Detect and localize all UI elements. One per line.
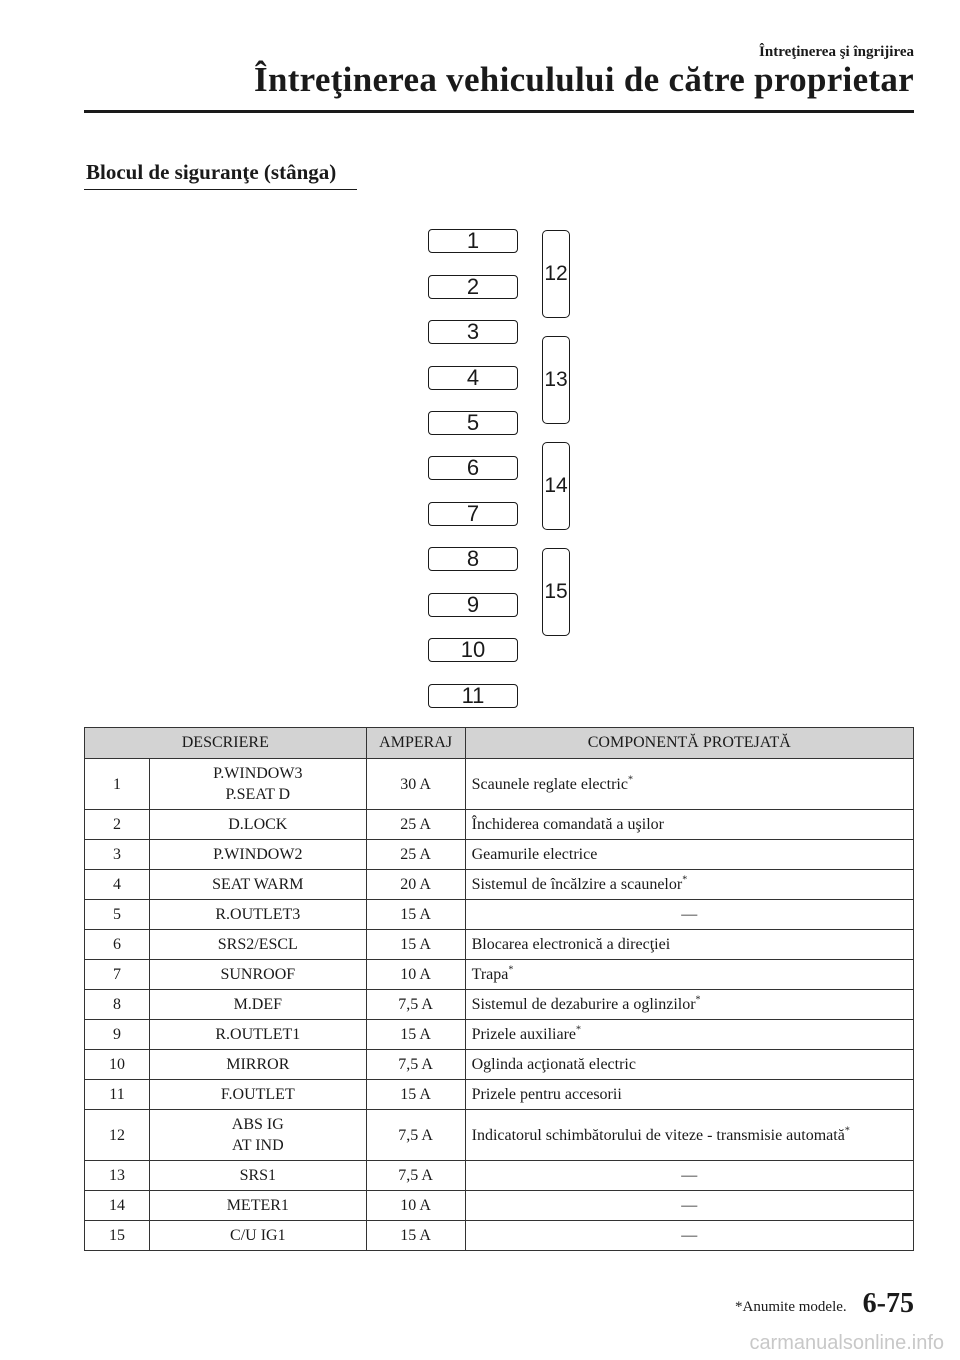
fuse-label: 7 [466, 501, 480, 526]
description-cell [150, 960, 367, 990]
description-cell [150, 1110, 367, 1161]
page-number: 6-75 [862, 1288, 914, 1319]
protected-component-cell [465, 870, 913, 900]
fuse-number-cell: 6 [85, 930, 150, 960]
description-cell [150, 1161, 367, 1191]
description-cell [150, 900, 367, 930]
description-cell [150, 1050, 367, 1080]
protected-component-cell [465, 1110, 913, 1161]
table-row [85, 810, 914, 840]
component-text: — [681, 1226, 698, 1244]
fuse-label: 8 [466, 546, 480, 571]
amperage-cell: 7,5 A [366, 1050, 465, 1080]
footnote-marker: * [682, 874, 688, 886]
description-line: C/U IG1 [230, 1226, 286, 1244]
fuse-number-cell: 3 [85, 840, 150, 870]
protected-component-cell [465, 900, 913, 930]
protected-component-cell [465, 1050, 913, 1080]
amperage-cell: 7,5 A [366, 990, 465, 1020]
description-line: P.WINDOW3 [213, 765, 303, 782]
fuse-11 [428, 684, 518, 708]
footnote-marker: * [576, 1024, 581, 1036]
description-cell [150, 870, 367, 900]
fuse-number-cell: 1 [85, 759, 150, 810]
description-cell [150, 759, 367, 810]
fuse-number-cell: 9 [85, 1020, 150, 1050]
fuse-number-cell: 14 [85, 1191, 150, 1221]
amperage-cell: 20 A [366, 870, 465, 900]
protected-component-cell [465, 810, 913, 840]
fuse-4 [428, 366, 518, 390]
fuse-8 [428, 547, 518, 571]
component-text: — [681, 905, 698, 923]
protected-component-cell [465, 1020, 913, 1050]
component-text: Geamurile electrice [471, 845, 598, 863]
fuse-label: 9 [466, 592, 480, 617]
column-header-description: DESCRIERE [85, 728, 367, 759]
protected-component-cell [465, 840, 913, 870]
amperage-cell: 25 A [366, 810, 465, 840]
fuse-14 [542, 442, 570, 530]
description-line: SUNROOF [220, 965, 296, 983]
fuse-label: 4 [466, 365, 480, 390]
description-cell [150, 1191, 367, 1221]
description-cell [150, 1080, 367, 1110]
description-line: SEAT WARM [212, 875, 304, 893]
fuse-label: 1 [466, 228, 480, 253]
fuse-9 [428, 593, 518, 617]
description-cell [150, 1020, 367, 1050]
fuse-label: 2 [466, 274, 480, 299]
fuse-1 [428, 229, 518, 253]
table-row [85, 1191, 914, 1221]
description-line: METER1 [226, 1196, 289, 1214]
watermark: carmanualsonline.info [749, 1332, 944, 1354]
footnote-marker: * [627, 774, 633, 786]
fuse-number-cell: 10 [85, 1050, 150, 1080]
fuse-label: 3 [466, 319, 480, 344]
description-line: D.LOCK [228, 815, 288, 833]
table-row [85, 759, 914, 810]
fuse-number-cell: 13 [85, 1161, 150, 1191]
column-header-amperage: AMPERAJ [366, 728, 465, 759]
protected-component-cell [465, 1161, 913, 1191]
description-line: M.DEF [233, 995, 283, 1013]
description-line: ABS IG [231, 1116, 284, 1133]
amperage-cell: 10 A [366, 1191, 465, 1221]
fuse-12 [542, 230, 570, 318]
section-title-underline [84, 189, 357, 190]
table-header-row [85, 728, 914, 759]
amperage-cell: 15 A [366, 900, 465, 930]
component-text: Scaunele reglate electric [471, 775, 628, 793]
footnote-marker: * [844, 1125, 850, 1137]
protected-component-cell [465, 1080, 913, 1110]
protected-component-cell [465, 930, 913, 960]
column-header-protected-component: COMPONENTĂ PROTEJATĂ [465, 728, 913, 759]
table-row [85, 1221, 914, 1251]
component-text: — [681, 1166, 698, 1184]
component-text: Prizele pentru accesorii [471, 1085, 622, 1103]
fuse-number-cell: 8 [85, 990, 150, 1020]
description-cell [150, 840, 367, 870]
amperage-cell: 15 A [366, 930, 465, 960]
component-text: Trapa [471, 965, 509, 983]
fuse-label: 6 [466, 455, 480, 480]
description-line: MIRROR [226, 1055, 290, 1073]
footnote: *Anumite modele. [735, 1299, 847, 1315]
amperage-cell: 7,5 A [366, 1161, 465, 1191]
table-row [85, 870, 914, 900]
table-row [85, 1080, 914, 1110]
protected-component-cell [465, 990, 913, 1020]
protected-component-cell [465, 960, 913, 990]
fuse-number-cell: 4 [85, 870, 150, 900]
footnote-marker: * [508, 964, 514, 976]
fuse-5 [428, 411, 518, 435]
fuse-label: 5 [466, 410, 480, 435]
protected-component-cell [465, 1221, 913, 1251]
fuse-number-cell: 12 [85, 1110, 150, 1161]
component-text: Indicatorul schimbătorului de viteze - transmisie automată [471, 1126, 845, 1144]
footnote-marker: * [695, 994, 701, 1006]
description-cell [150, 1221, 367, 1251]
table-row [85, 1161, 914, 1191]
description-line: R.OUTLET1 [215, 1025, 301, 1043]
amperage-cell: 30 A [366, 759, 465, 810]
fuse-10 [428, 638, 518, 662]
protected-component-cell [465, 759, 913, 810]
fuse-15 [542, 548, 570, 636]
table-row [85, 960, 914, 990]
amperage-cell: 15 A [366, 1080, 465, 1110]
page-title: Întreţinerea vehiculului de către proprietar [254, 60, 914, 99]
section-title: Blocul de siguranţe (stânga) [86, 160, 337, 184]
fuse-2 [428, 275, 518, 299]
component-text: Sistemul de încălzire a scaunelor [471, 875, 683, 893]
fuse-number-cell: 5 [85, 900, 150, 930]
fuse-table [84, 727, 914, 1251]
fuse-label: 11 [461, 683, 485, 708]
fuse-label: 10 [460, 637, 486, 662]
amperage-cell: 25 A [366, 840, 465, 870]
fuse-table-body [85, 759, 914, 1251]
table-row [85, 840, 914, 870]
fuse-number-cell: 11 [85, 1080, 150, 1110]
amperage-cell: 7,5 A [366, 1110, 465, 1161]
fuse-label: 12 [544, 262, 568, 285]
fuse-7 [428, 502, 518, 526]
component-text: Blocarea electronică a direcţiei [471, 935, 671, 953]
component-text: Sistemul de dezaburire a oglinzilor [471, 995, 696, 1013]
fuse-number-cell: 7 [85, 960, 150, 990]
description-cell [150, 810, 367, 840]
description-line: F.OUTLET [220, 1085, 295, 1103]
table-row [85, 1110, 914, 1161]
description-line: AT IND [231, 1137, 284, 1154]
fuse-number-cell: 15 [85, 1221, 150, 1251]
description-line: R.OUTLET3 [215, 905, 301, 923]
table-row [85, 1020, 914, 1050]
amperage-cell: 15 A [366, 1221, 465, 1251]
component-text: — [681, 1196, 698, 1214]
description-line: P.WINDOW2 [213, 845, 303, 863]
header-subtitle: Întreţinerea şi îngrijirea [759, 44, 914, 60]
amperage-cell: 10 A [366, 960, 465, 990]
table-row [85, 900, 914, 930]
fuse-label: 15 [544, 580, 568, 603]
fuse-number-cell: 2 [85, 810, 150, 840]
fuse-label: 14 [544, 474, 568, 497]
table-row [85, 1050, 914, 1080]
component-text: Oglinda acţionată electric [471, 1055, 636, 1073]
protected-component-cell [465, 1191, 913, 1221]
description-cell [150, 990, 367, 1020]
amperage-cell: 15 A [366, 1020, 465, 1050]
description-line: SRS1 [239, 1166, 277, 1184]
component-text: Închiderea comandată a uşilor [471, 815, 664, 833]
header-divider [84, 110, 914, 113]
component-text: Prizele auxiliare [471, 1025, 576, 1043]
table-row [85, 990, 914, 1020]
table-row [85, 930, 914, 960]
description-line: SRS2/ESCL [217, 935, 298, 953]
fuse-3 [428, 320, 518, 344]
fuse-6 [428, 456, 518, 480]
fuse-label: 13 [544, 368, 568, 391]
description-line: P.SEAT D [225, 786, 291, 803]
description-cell [150, 930, 367, 960]
fuse-13 [542, 336, 570, 424]
